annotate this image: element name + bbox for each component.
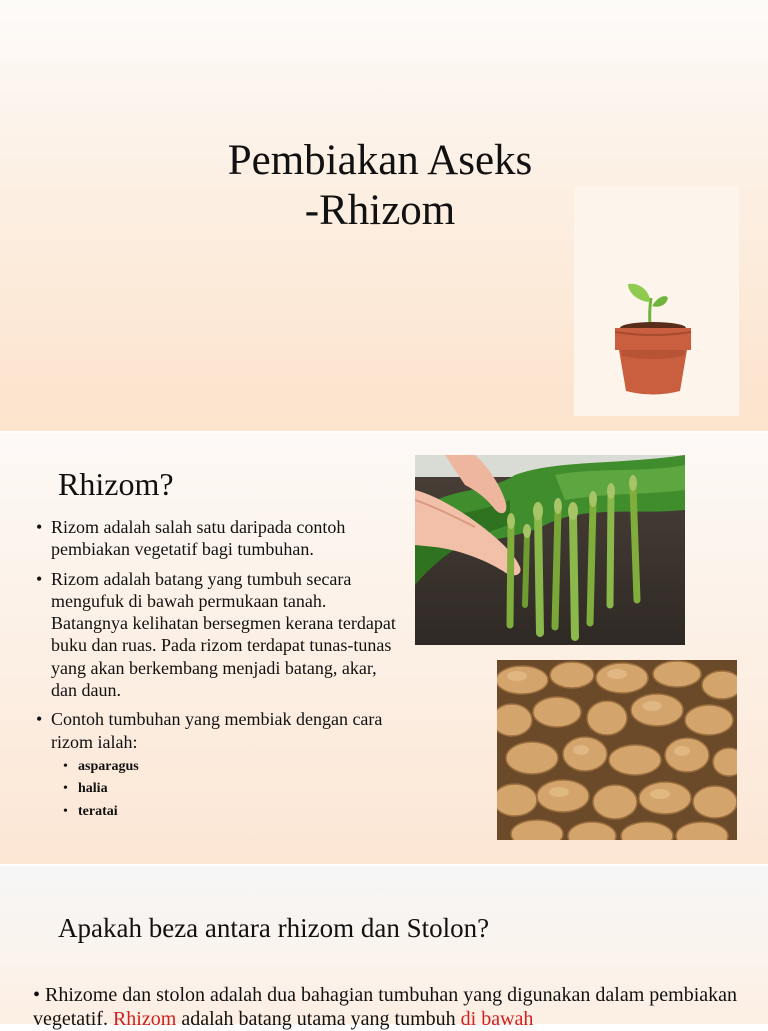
- slide-title: [150, 136, 610, 236]
- slide-title-line2: -Rhizom: [304, 187, 456, 234]
- para-text: Rhizome dan stolon adalah dua bahagian tumbuhan yang digunakan dalam pembiakan vegetatif.: [33, 984, 738, 1030]
- bullet-item: • Rizom adalah salah satu daripada contoh pembiakan vegetatif bagi tumbuhan.: [36, 516, 406, 561]
- asparagus-photo: [415, 455, 685, 645]
- example-item: • halia: [51, 778, 406, 801]
- slide-title-line1: Pembiakan Aseks: [227, 137, 533, 184]
- highlight-text: Rhizom: [112, 1008, 177, 1030]
- rhizom-bullet-list: [36, 516, 406, 830]
- ginger-photo: [497, 660, 737, 840]
- title-slide: [0, 0, 768, 432]
- example-list: [51, 756, 406, 824]
- bullet-item: [36, 708, 406, 823]
- comparison-heading: Apakah beza antara rhizom dan Stolon?: [58, 913, 490, 943]
- plant-pot-icon: [574, 186, 739, 416]
- example-item: • teratai: [51, 801, 406, 824]
- highlight-text: di bawah: [460, 1008, 534, 1030]
- rhizom-heading: Rhizom?: [58, 466, 174, 502]
- example-item: • asparagus: [51, 756, 406, 779]
- bullet-dot: •: [33, 984, 41, 1006]
- bullet-item: • Rizom adalah batang yang tumbuh secara mengufuk di bawah permukaan tanah. Batangnya kelihatan bersegmen kerana terdapat buku dan ruas. Pada rizom terdapat tunas-tunas yang akan berkembang menjadi batang, akar, dan daun.: [36, 568, 406, 702]
- para-text: adalah batang utama yang tumbuh: [181, 1008, 456, 1030]
- bullet-item-text: Contoh tumbuhan yang membiak dengan cara rizom ialah:: [51, 709, 383, 752]
